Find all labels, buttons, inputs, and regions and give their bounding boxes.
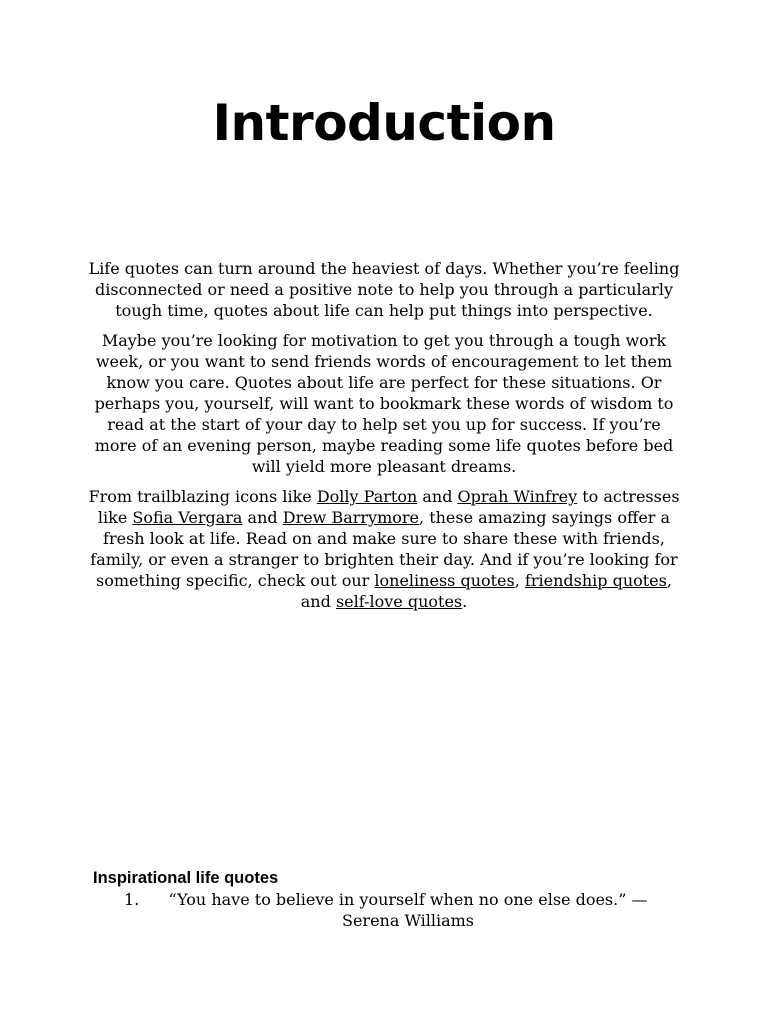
section-heading: Inspirational life quotes [93, 869, 279, 887]
paragraph-text: to actresses like [97, 487, 680, 527]
quote-number: 1. [124, 890, 140, 909]
quote-list [93, 889, 693, 931]
intro-paragraph-3 [88, 486, 680, 612]
intro-body [88, 258, 680, 621]
loneliness-quotes-link[interactable]: loneliness quotes [374, 571, 515, 590]
drew-barrymore-link[interactable]: Drew Barrymore [282, 508, 420, 527]
intro-paragraph-2: Maybe you’re looking for motivation to get you through a tough work week, or you want to send friends words of encouragement to let them know you care. Quotes about life are perfect for these situations. Or perhaps you, yourself, will want to bookmark these words of wisdom to read at the start of your day to help set you up for success. If you’re more of an evening person, maybe reading some life quotes before bed will yield more pleasant dreams. [94, 331, 674, 476]
sofia-vergara-link[interactable]: Sofia Vergara [132, 508, 243, 527]
paragraph-text: and [417, 487, 458, 506]
paragraph-text: , and [300, 571, 672, 611]
self-love-quotes-link[interactable]: self-love quotes [335, 592, 463, 611]
quote-item [93, 889, 693, 931]
intro-paragraph-1: Life quotes can turn around the heaviest of days. Whether you’re feeling disconnected or need a positive note to help you through a particularly tough time, quotes about life can help put things into perspective. [88, 259, 680, 320]
paragraph-text: , [514, 571, 525, 590]
oprah-winfrey-link[interactable]: Oprah Winfrey [457, 487, 578, 506]
friendship-quotes-link[interactable]: friendship quotes [524, 571, 667, 590]
paragraph-text: . [462, 592, 468, 611]
paragraph-text: , these amazing sayings offer a fresh look at life. Read on and make sure to share these with friends, family, or even a stranger to brighten their day. And if you’re looking for something specific, check out our [90, 508, 678, 590]
inspirational-quotes-section [93, 867, 693, 931]
dolly-parton-link[interactable]: Dolly Parton [316, 487, 418, 506]
quote-text: “You have to believe in yourself when no one else does.” —Serena Williams [168, 890, 648, 930]
paragraph-text: From trailblazing icons like [88, 487, 317, 506]
paragraph-text: and [242, 508, 283, 527]
page-title: Introduction [212, 94, 556, 152]
